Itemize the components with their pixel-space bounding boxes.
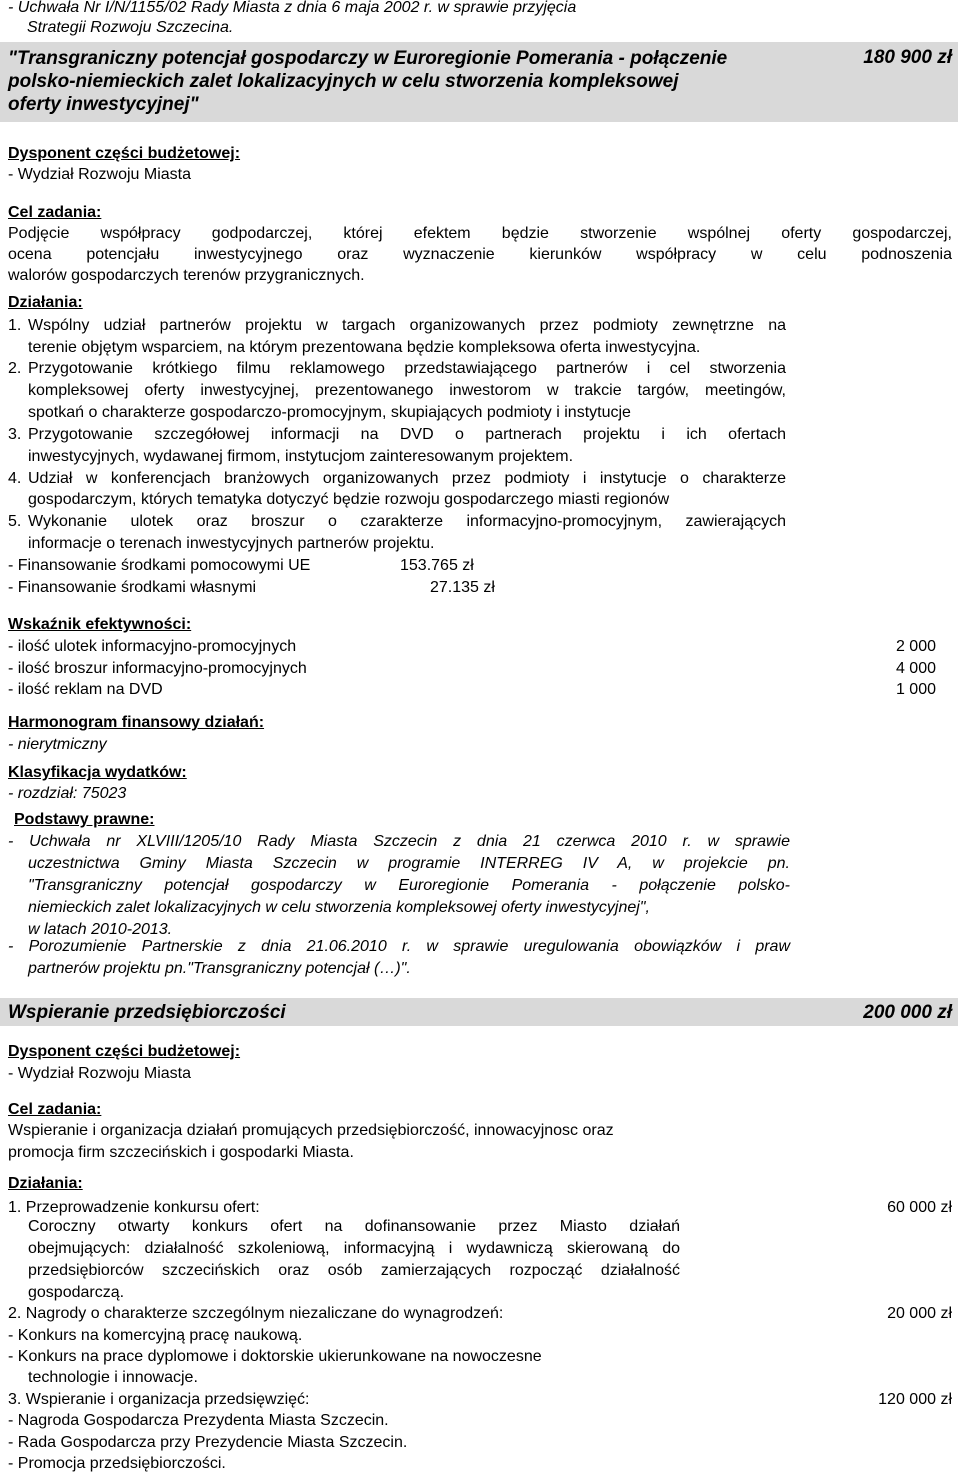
action-line: - Konkurs na komercyjną pracę naukową. bbox=[8, 1327, 303, 1344]
section-value: - Wydział Rozwoju Miasta bbox=[8, 166, 192, 183]
action-head: 2. Nagrody o charakterze szczególnym niezaliczane do wynagrodzeń: bbox=[8, 1305, 504, 1322]
section-value: - nierytmiczny bbox=[8, 736, 107, 753]
section-label: Dysponent części budżetowej: bbox=[8, 1043, 241, 1060]
resolution-line: - Uchwała Nr I/N/1155/02 Rady Miasta z dnia 6 maja 2002 r. w sprawie przyjęcia bbox=[8, 0, 577, 16]
resolution-line: Strategii Rozwoju Szczecina. bbox=[27, 19, 234, 36]
task-title: polsko-niemieckich zalet lokalizacyjnych w celu stworzenia kompleksowej bbox=[8, 71, 679, 92]
paragraph-line: ocena potencjału inwestycyjnego oraz wyznaczenie kierunków współpracy w celu podnoszenia bbox=[8, 246, 952, 263]
section-label: Dysponent części budżetowej: bbox=[8, 145, 241, 162]
section-value: - rozdział: 75023 bbox=[8, 785, 127, 802]
action-line: kompleksowej oferty inwestycyjnej, prezentowanego inwestorom w trakcie targów, meetingów, bbox=[28, 382, 786, 399]
action-head: 3. Wspieranie i organizacja przedsięwzięć: bbox=[8, 1391, 310, 1408]
paragraph-line: walorów gospodarczych terenów przygranicznych. bbox=[8, 267, 365, 284]
paragraph-line: Wspieranie i organizacja działań promujących przedsiębiorczość, innowacyjnosc oraz bbox=[8, 1122, 614, 1139]
section-label: Działania: bbox=[8, 294, 83, 311]
legal-line: partnerów projektu pn."Transgraniczny potencjał (…)". bbox=[28, 960, 411, 977]
action-line: przedsiębiorców szczecińskich oraz osób zamierzających rozpocząć działalność bbox=[28, 1262, 680, 1279]
action-line: spotkań o charakterze gospodarczo-promocyjnym, skupiających podmioty i instytucje bbox=[28, 404, 631, 421]
action-line: obejmujących: działalność szkoleniową, informacyjną i wydawniczą skierowaną do bbox=[28, 1240, 680, 1257]
action-line: - Konkurs na prace dyplomowe i doktorskie ukierunkowane na nowoczesne bbox=[8, 1348, 542, 1365]
indicator-value: 1 000 bbox=[895, 681, 936, 698]
section-label: Wskaźnik efektywności: bbox=[8, 616, 192, 633]
action-line: inwestycyjnych, wydawanej firmom, instytucjom zainteresowanym projektem. bbox=[28, 448, 574, 465]
action-number: 4. bbox=[8, 470, 22, 487]
task-amount: 180 900 zł bbox=[863, 47, 952, 68]
section-label: Cel zadania: bbox=[8, 1101, 102, 1118]
section-label: Podstawy prawne: bbox=[14, 811, 155, 828]
task-title: oferty inwestycyjnej" bbox=[8, 94, 199, 115]
action-line: Wspólny udział partnerów projektu w targach organizowanych przez podmioty zewnętrzne na bbox=[28, 317, 786, 334]
task-title: Wspieranie przedsiębiorczości bbox=[8, 1002, 286, 1023]
legal-line: - Uchwała nr XLVIII/1205/10 Rady Miasta Szczecin z dnia 21 czerwca 2010 r. w sprawie bbox=[8, 833, 790, 850]
action-number: 5. bbox=[8, 513, 22, 530]
action-line: Udział w konferencjach branżowych organizowanych przez podmioty i instytucje o charakterze bbox=[28, 470, 786, 487]
action-line: gospodarczym, których tematyka dotyczyć będzie rozwoju gospodarczego miasti regionów bbox=[28, 491, 670, 508]
paragraph-line: promocja firm szczecińskich i gospodarki Miasta. bbox=[8, 1144, 354, 1161]
action-line: Wykonanie ulotek oraz broszur o czarakterze informacyjno-promocyjnym, zawierających bbox=[28, 513, 786, 530]
action-amount: 120 000 zł bbox=[878, 1391, 952, 1408]
indicator-label: - ilość ulotek informacyjno-promocyjnych bbox=[8, 638, 297, 655]
funding-value: 27.135 zł bbox=[430, 579, 495, 596]
action-line: gospodarczą. bbox=[28, 1284, 125, 1301]
indicator-value: 2 000 bbox=[895, 638, 936, 655]
indicator-label: - ilość reklam na DVD bbox=[8, 681, 163, 698]
section-label: Działania: bbox=[8, 1175, 83, 1192]
funding-label: - Finansowanie środkami własnymi bbox=[8, 579, 257, 596]
action-line: technologie i innowacje. bbox=[28, 1369, 198, 1386]
action-number: 2. bbox=[8, 360, 22, 377]
action-line: - Nagroda Gospodarcza Prezydenta Miasta Szczecin. bbox=[8, 1412, 389, 1429]
legal-line: "Transgraniczny potencjał gospodarczy w Euroregionie Pomerania - połączenie polsko- bbox=[28, 877, 790, 894]
action-amount: 60 000 zł bbox=[887, 1199, 952, 1216]
funding-value: 153.765 zł bbox=[400, 557, 474, 574]
legal-line: uczestnictwa Gminy Miasta Szczecin w programie INTERREG IV A, w projekcie pn. bbox=[28, 855, 790, 872]
action-line: Coroczny otwarty konkurs ofert na dofinansowanie przez Miasto działań bbox=[28, 1218, 680, 1235]
action-head: 1. Przeprowadzenie konkursu ofert: bbox=[8, 1199, 260, 1216]
indicator-label: - ilość broszur informacyjno-promocyjnych bbox=[8, 660, 307, 677]
action-line: - Promocja przedsiębiorczości. bbox=[8, 1455, 226, 1472]
action-line: Przygotowanie krótkiego filmu reklamowego przedstawiającego partnerów i cel stworzenia bbox=[28, 360, 786, 377]
task-title: "Transgraniczny potencjał gospodarczy w Euroregionie Pomerania - połączenie bbox=[8, 48, 728, 69]
legal-line: niemieckich zalet lokalizacyjnych w celu stworzenia kompleksowej oferty inwestycyjnej", bbox=[28, 899, 650, 916]
funding-label: - Finansowanie środkami pomocowymi UE bbox=[8, 557, 311, 574]
section-label: Cel zadania: bbox=[8, 204, 102, 221]
action-amount: 20 000 zł bbox=[887, 1305, 952, 1322]
action-line: terenie objętym wsparciem, na którym prezentowana będzie kompleksowa oferta inwestycyjna. bbox=[28, 339, 701, 356]
action-number: 1. bbox=[8, 317, 22, 334]
section-label: Klasyfikacja wydatków: bbox=[8, 764, 187, 781]
action-line: Przygotowanie szczegółowej informacji na DVD o partnerach projektu i ich ofertach bbox=[28, 426, 786, 443]
action-number: 3. bbox=[8, 426, 22, 443]
legal-line: - Porozumienie Partnerskie z dnia 21.06.2010 r. w sprawie uregulowania obowiązków i praw bbox=[8, 938, 790, 955]
section-label: Harmonogram finansowy działań: bbox=[8, 714, 265, 731]
task-amount: 200 000 zł bbox=[863, 1002, 952, 1023]
paragraph-line: Podjęcie współpracy godpodarczej, której efektem będzie stworzenie wspólnej oferty gospodarczej, bbox=[8, 225, 952, 242]
legal-line: w latach 2010-2013. bbox=[28, 921, 173, 938]
action-line: - Rada Gospodarcza przy Prezydencie Miasta Szczecin. bbox=[8, 1434, 408, 1451]
action-line: informacje o terenach inwestycyjnych partnerów projektu. bbox=[28, 535, 435, 552]
indicator-value: 4 000 bbox=[895, 660, 936, 677]
section-value: - Wydział Rozwoju Miasta bbox=[8, 1065, 192, 1082]
